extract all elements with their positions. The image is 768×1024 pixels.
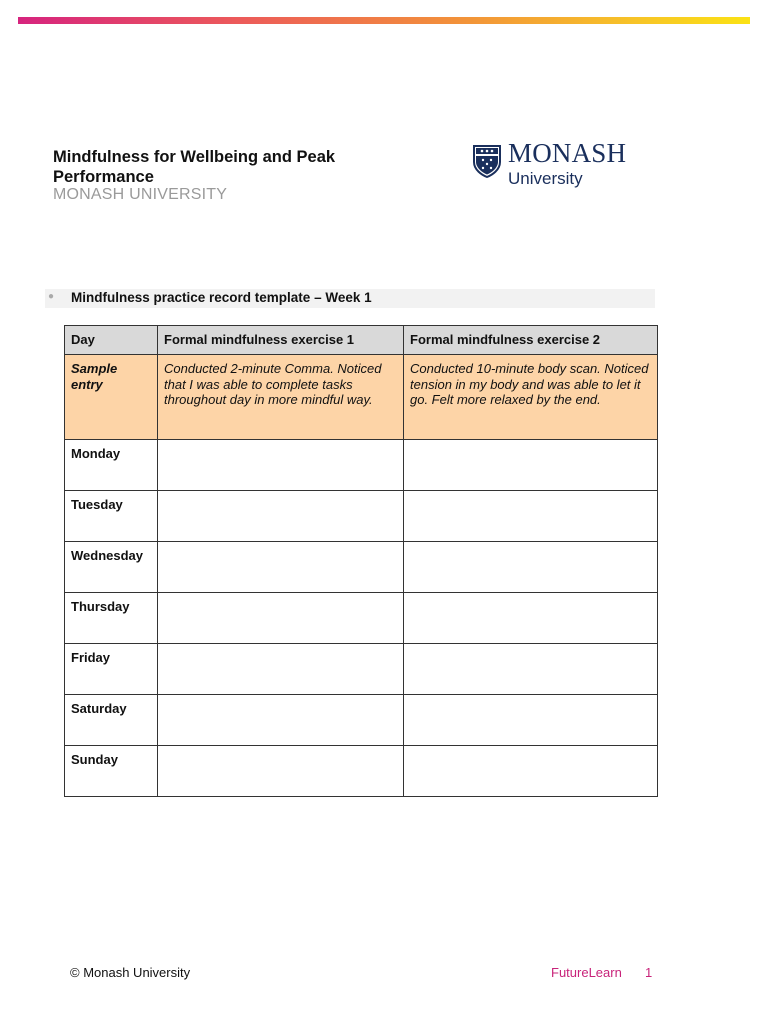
- table-header-row: [65, 326, 658, 355]
- footer-brand: FutureLearn: [551, 965, 622, 980]
- exercise-1-entry-cell[interactable]: [158, 491, 404, 542]
- section-heading: [45, 289, 655, 308]
- exercise-1-entry-cell[interactable]: [158, 644, 404, 695]
- exercise-2-entry-cell[interactable]: [404, 491, 658, 542]
- section-heading-text: Mindfulness practice record template – Week 1: [71, 290, 372, 305]
- sample-day-cell: Sample entry: [65, 355, 158, 440]
- day-cell: Saturday: [65, 695, 158, 746]
- logo-subwordmark: University: [508, 169, 583, 188]
- day-cell: Friday: [65, 644, 158, 695]
- exercise-2-entry-cell[interactable]: [404, 542, 658, 593]
- exercise-1-entry-cell[interactable]: [158, 593, 404, 644]
- column-header-day: Day: [65, 326, 158, 355]
- exercise-2-entry-cell[interactable]: [404, 746, 658, 797]
- exercise-2-entry-cell[interactable]: [404, 440, 658, 491]
- table-row: [65, 440, 658, 491]
- day-cell: Monday: [65, 440, 158, 491]
- sample-exercise-2-cell: Conducted 10-minute body scan. Noticed tension in my body and was able to let it go. Felt more relaxed by the end.: [404, 355, 658, 440]
- exercise-2-entry-cell[interactable]: [404, 695, 658, 746]
- practice-record-table: [64, 325, 658, 797]
- exercise-1-entry-cell[interactable]: [158, 440, 404, 491]
- exercise-1-entry-cell[interactable]: [158, 746, 404, 797]
- sample-exercise-1-cell: Conducted 2-minute Comma. Noticed that I was able to complete tasks throughout day in more mindful way.: [158, 355, 404, 440]
- top-gradient-bar: [18, 17, 750, 24]
- column-header-exercise-2: Formal mindfulness exercise 2: [404, 326, 658, 355]
- table-row: [65, 644, 658, 695]
- document-title: Mindfulness for Wellbeing and Peak Performance: [53, 148, 336, 186]
- page-number: 1: [645, 965, 653, 980]
- table-row: [65, 542, 658, 593]
- column-header-exercise-1: Formal mindfulness exercise 1: [158, 326, 404, 355]
- exercise-2-entry-cell[interactable]: [404, 593, 658, 644]
- exercise-1-entry-cell[interactable]: [158, 542, 404, 593]
- exercise-1-entry-cell[interactable]: [158, 695, 404, 746]
- day-cell: Tuesday: [65, 491, 158, 542]
- document-subtitle: MONASH UNIVERSITY: [53, 186, 228, 203]
- bullet-icon: ●: [48, 291, 55, 302]
- footer-copyright: © Monash University: [70, 965, 191, 980]
- day-cell: Wednesday: [65, 542, 158, 593]
- table-row: [65, 491, 658, 542]
- day-cell: Thursday: [65, 593, 158, 644]
- table-row: [65, 746, 658, 797]
- monash-logo: [472, 138, 642, 198]
- sample-entry-row: [65, 355, 658, 440]
- day-cell: Sunday: [65, 746, 158, 797]
- table-row: [65, 695, 658, 746]
- table-row: [65, 593, 658, 644]
- crest-icon: [472, 144, 502, 178]
- logo-wordmark: MONASH: [508, 138, 627, 168]
- exercise-2-entry-cell[interactable]: [404, 644, 658, 695]
